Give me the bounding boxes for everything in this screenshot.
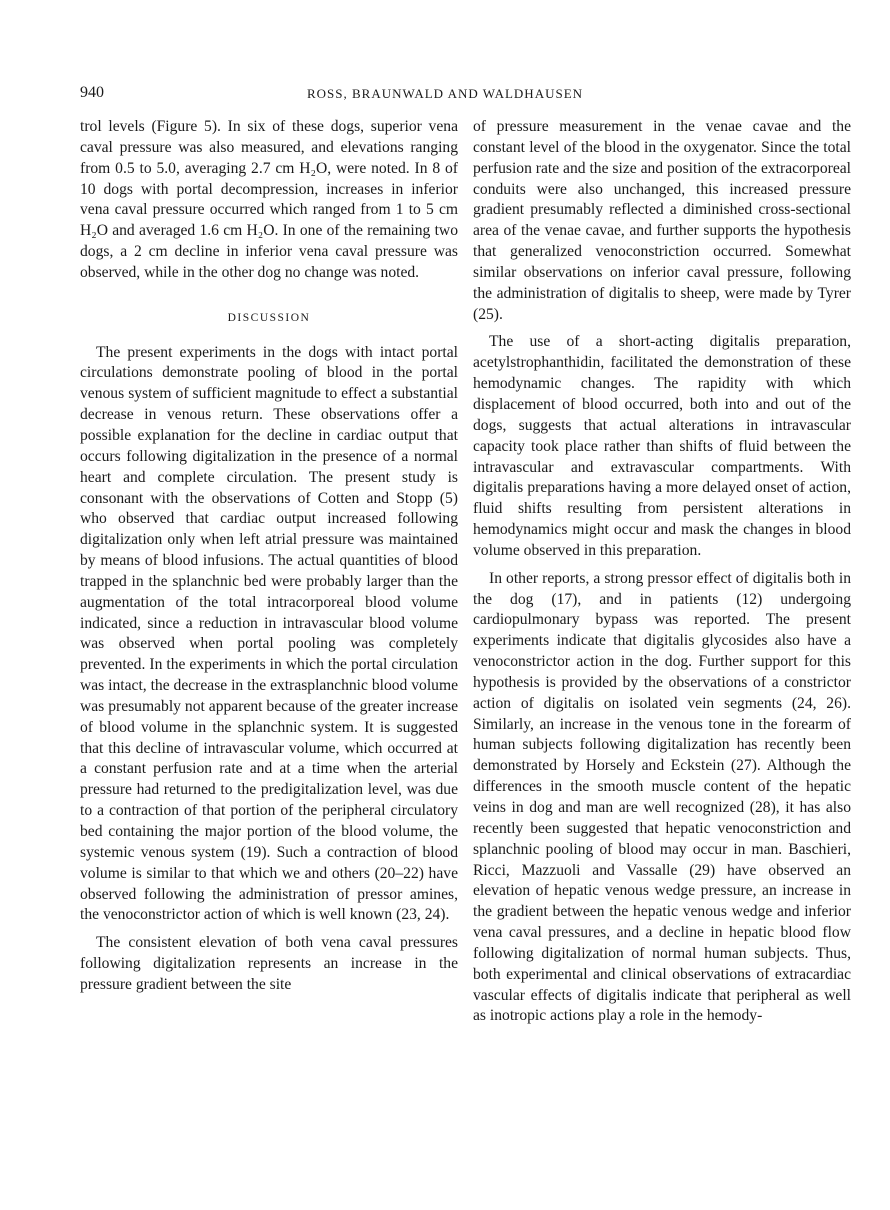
paragraph-discussion-2: The consistent elevation of both vena caval pressures following digitalization represents an increase in the pressure gradient between the site xyxy=(80,934,458,993)
paragraph-short-acting: The use of a short-acting digitalis preparation, acetylstrophanthidin, facilitated the demonstration of these hemodynamic changes. The rapidity with which displacement of blood occurred, both into and out of the dogs, suggests that actual alterations in intravascular capacity took place rather than shifts of fluid between the intravascular and extravascular compartments. With digitalis preparations having a more delayed onset of action, fluid shifts resulting from persistent alterations in hemodynamics might occur and mask the changes in blood volume observed in this preparation. xyxy=(473,333,851,559)
right-column xyxy=(473,117,851,1027)
paragraph-other-reports: In other reports, a strong pressor effect of digitalis both in the dog (17), and in patients (12) undergoing cardiopulmonary bypass was reported. The present experiments indicate that digitalis glycosides also have a venoconstrictor action in the dog. Further support for this hypothesis is provided by the observations of a constrictor action of digitalis on isolated vein segments (24, 26). Similarly, an increase in the venous tone in the forearm of human subjects following digitalization has recently been demonstrated by Horsely and Eckstein (27). Although the differences in the smooth muscle content of the hepatic veins in dog and man are well recognized (28), it has also recently been suggested that hepatic venoconstriction and splanchnic pooling of blood may occur in man. Baschieri, Ricci, Mazzuoli and Vassalle (29) have observed an elevation of hepatic venous wedge pressure, an increase in the gradient between the hepatic venous wedge and inferior vena caval pressures, and a decline in hepatic blood flow following digitalization of normal human subjects. Thus, both experimental and clinical observations of extracardiac vascular effects of digitalis indicate that peripheral as well as inotropic actions play a role in the hemody- xyxy=(473,569,851,1025)
paragraph-continued: trol levels (Figure 5). In six of these dogs, superior vena caval pressure was also measured, and elevations ranging from 0.5 to 5.0, averaging 2.7 cm H₂O, were noted. In 8 of 10 dogs with portal decompression, increases in inferior vena caval pressure occurred which ranged from 1 to 5 cm H₂O and averaged 1.6 cm H₂O. In one of the remaining two dogs, a 2 cm decline in inferior vena caval pressure was observed, while in the other dog no change was noted. xyxy=(80,118,458,281)
paragraph-continued-right: of pressure measurement in the venae cavae and the constant level of the blood in the oxygenator. Since the total perfusion rate and the size and position of the extracorporeal conduits were also unchanged, this increased pressure gradient presumably reflected a diminished cross-sectional area of the venae cavae, and further supports the hypothesis that generalized venoconstriction occurred. Somewhat similar observations on inferior caval pressure, following the administration of digitalis to sheep, were made by Tyrer (25). xyxy=(473,118,852,323)
left-column xyxy=(80,117,458,996)
running-head: ROSS, BRAUNWALD AND WALDHAUSEN xyxy=(306,86,584,101)
page-number: 940 xyxy=(80,84,104,101)
paragraph-discussion-1: The present experiments in the dogs with intact portal circulations demonstrate pooling of blood in the portal venous system of sufficient magnitude to effect a substantial decrease in venous return. These observations offer a possible explanation for the decline in cardiac output that occurs following digitalization in the presence of a normal heart and complete circulation. The present study is consonant with the observations of Cotten and Stopp (5) who observed that cardiac output increased following digitalization only when left atrial pressure was maintained by means of blood infusions. The actual quantities of blood trapped in the splanchnic bed were probably larger than the augmentation of the total intracorporeal blood volume indicated, since a reduction in intravascular blood volume was observed when portal pooling was completely prevented. In the experiments in which the portal circulation was intact, the decrease in the extrasplanchnic blood volume was presumably not apparent because of the greater increase of blood volume in the splanchnic system. It is suggested that this decline of intravascular volume, which occurred at a constant perfusion rate and at a time when the arterial pressure had returned to the predigitalization level, was due to a contraction of that portion of the peripheral circulatory bed containing the major portion of the blood volume, the systemic venous system (19). Such a contraction of blood volume is similar to that which we and others (20–22) have observed following the administration of pressor amines, the venoconstrictor action of which is well known (23, 24). xyxy=(80,343,459,924)
section-heading-discussion: DISCUSSION xyxy=(227,311,311,324)
